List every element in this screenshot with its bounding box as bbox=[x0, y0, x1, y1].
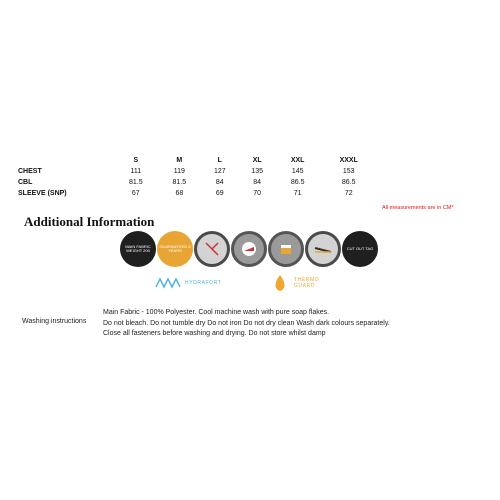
row-label: SLEEVE (SNP) bbox=[18, 190, 67, 197]
size-cell: 86.5 bbox=[341, 179, 356, 186]
measurement-note: All measurements are in CM* bbox=[382, 205, 454, 211]
size-cell: 71 bbox=[293, 190, 302, 197]
hydrafort-label: HYDRAFORT bbox=[185, 280, 222, 286]
size-cell: 86.5 bbox=[290, 179, 305, 186]
size-cell: 81.5 bbox=[172, 179, 187, 186]
size-cell: 84 bbox=[253, 179, 262, 186]
size-cell: 68 bbox=[175, 190, 184, 197]
anti-static-badge-icon bbox=[231, 231, 267, 267]
size-header-m: M bbox=[176, 157, 183, 164]
badge-text: GUARANTEED 2 YEARS bbox=[159, 243, 191, 253]
washing-instructions-text bbox=[103, 308, 390, 340]
feature-badges bbox=[120, 231, 380, 271]
washing-instructions-label: Washing instructions bbox=[22, 318, 87, 325]
size-cell: 70 bbox=[253, 190, 262, 197]
cut-out-tag-badge-icon bbox=[342, 231, 378, 267]
size-row-chest bbox=[18, 166, 378, 177]
size-cell: 135 bbox=[251, 168, 264, 175]
badge-text: MAIN FABRIC WEIGHT 200 bbox=[125, 243, 151, 253]
size-cell: 69 bbox=[215, 190, 224, 197]
size-header-xxl: XXL bbox=[290, 157, 305, 164]
size-cell: 145 bbox=[291, 168, 304, 175]
size-header-xl: XL bbox=[252, 157, 262, 164]
quick-dry-badge-icon bbox=[268, 231, 304, 267]
size-cell: 81.5 bbox=[128, 179, 143, 186]
thermoguard-label: THERMO GUARD bbox=[294, 277, 320, 289]
hydrafort-logo-icon bbox=[155, 275, 221, 291]
size-row-cbl bbox=[18, 177, 378, 188]
size-cell: 84 bbox=[215, 179, 224, 186]
size-header-xxxl: XXXL bbox=[339, 157, 358, 164]
guarantee-badge-icon bbox=[157, 231, 193, 267]
size-row-sleeve bbox=[18, 188, 378, 199]
size-chart-table bbox=[18, 155, 378, 199]
washing-line: Do not bleach. Do not tumble dry Do not iron Do not dry clean Wash dark colours separately. bbox=[103, 319, 390, 327]
row-label: CBL bbox=[18, 179, 33, 186]
size-cell: 67 bbox=[131, 190, 140, 197]
moisture-wicking-badge-icon bbox=[194, 231, 230, 267]
badge-text: CUT OUT TAG bbox=[346, 245, 374, 251]
size-cell: 119 bbox=[173, 168, 185, 175]
thermoguard-logo-icon bbox=[270, 273, 320, 293]
size-header-l: L bbox=[217, 157, 222, 164]
size-header-blank bbox=[18, 155, 114, 166]
size-cell: 111 bbox=[130, 168, 142, 175]
size-cell: 72 bbox=[344, 190, 353, 197]
gsm-200-badge-icon bbox=[120, 231, 156, 267]
size-header-row bbox=[18, 155, 378, 166]
size-header-s: S bbox=[133, 157, 139, 164]
additional-information-heading: Additional Information bbox=[24, 214, 155, 229]
size-cell: 153 bbox=[342, 168, 355, 175]
row-label: CHEST bbox=[18, 168, 42, 175]
washing-line: Main Fabric - 100% Polyester. Cool machine wash with pure soap flakes. bbox=[103, 309, 330, 316]
washing-line: Close all fasteners before washing and drying. Do not store whilst damp bbox=[103, 330, 326, 337]
wrinkle-free-badge-icon bbox=[305, 231, 341, 267]
size-cell: 127 bbox=[213, 168, 226, 175]
